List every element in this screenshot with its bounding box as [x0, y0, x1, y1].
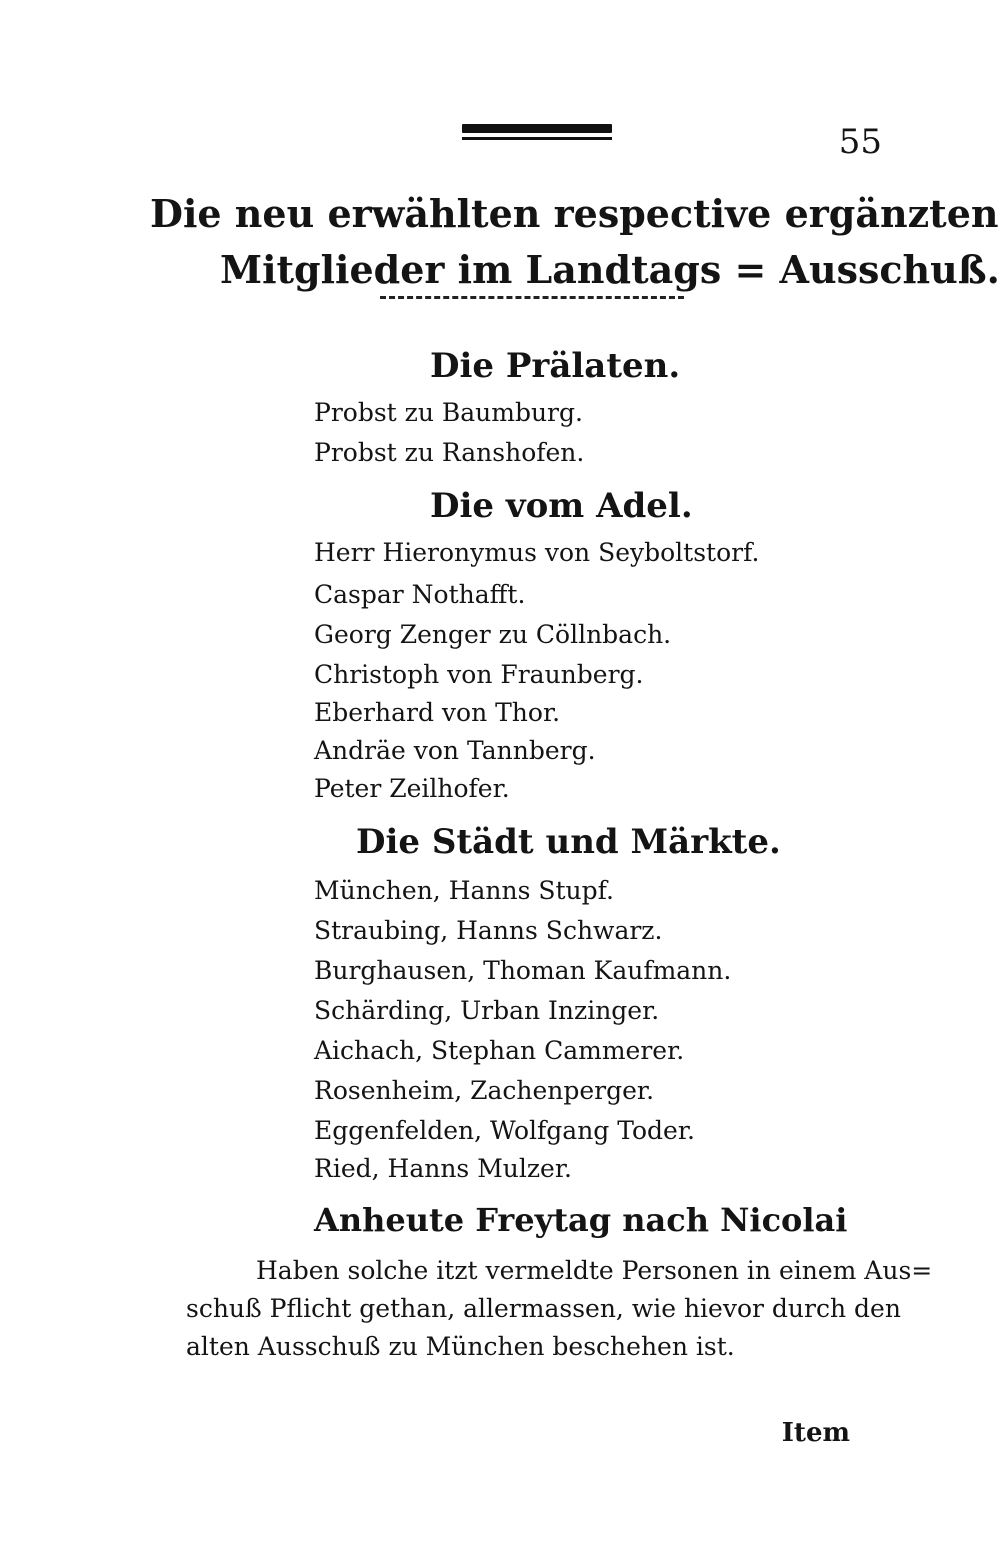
section-heading-adel: Die vom Adel.	[430, 486, 693, 526]
title-line-2: Mitglieder im Landtags = Ausschuß.	[220, 247, 1000, 292]
list-item: Probst zu Ranshofen.	[314, 438, 585, 467]
list-item: Schärding, Urban Inzinger.	[314, 996, 660, 1025]
list-item: Aichach, Stephan Cammerer.	[314, 1036, 685, 1065]
paragraph-line-3: alten Ausschuß zu München beschehen ist.	[186, 1332, 735, 1361]
title-line-1: Die neu erwählten respective ergänzten	[150, 191, 999, 236]
catchword: Item	[781, 1418, 850, 1448]
section-heading-praelaten: Die Prälaten.	[430, 346, 681, 386]
list-item: Christoph von Fraunberg.	[314, 660, 644, 689]
closing-paragraph	[186, 1252, 933, 1366]
list-item: Burghausen, Thoman Kaufmann.	[314, 956, 732, 985]
title-divider	[380, 296, 684, 299]
list-item: Rosenheim, Zachenperger.	[314, 1076, 655, 1105]
list-item: Caspar Nothafft.	[314, 580, 526, 609]
list-item: Georg Zenger zu Cöllnbach.	[314, 620, 672, 649]
page-title	[150, 186, 1000, 298]
list-item: Herr Hieronymus von Seyboltstorf.	[314, 538, 760, 567]
section-heading-staedte: Die Städt und Märkte.	[356, 822, 781, 862]
paragraph-line-2: schuß Pflicht gethan, allermassen, wie hievor durch den	[186, 1294, 901, 1323]
paragraph-line-1: Haben solche itzt vermeldte Personen in einem Aus=	[256, 1256, 933, 1285]
list-item: Peter Zeilhofer.	[314, 774, 510, 803]
list-item: Probst zu Baumburg.	[314, 398, 583, 427]
list-item: Straubing, Hanns Schwarz.	[314, 916, 663, 945]
closing-heading: Anheute Freytag nach Nicolai	[314, 1201, 848, 1239]
list-item: Eggenfelden, Wolfgang Toder.	[314, 1116, 695, 1145]
list-item: Andräe von Tannberg.	[314, 736, 596, 765]
header-ornament-rule	[462, 124, 612, 140]
list-item: München, Hanns Stupf.	[314, 876, 614, 905]
page-number: 55	[838, 122, 882, 162]
list-item: Eberhard von Thor.	[314, 698, 561, 727]
list-item: Ried, Hanns Mulzer.	[314, 1154, 573, 1183]
